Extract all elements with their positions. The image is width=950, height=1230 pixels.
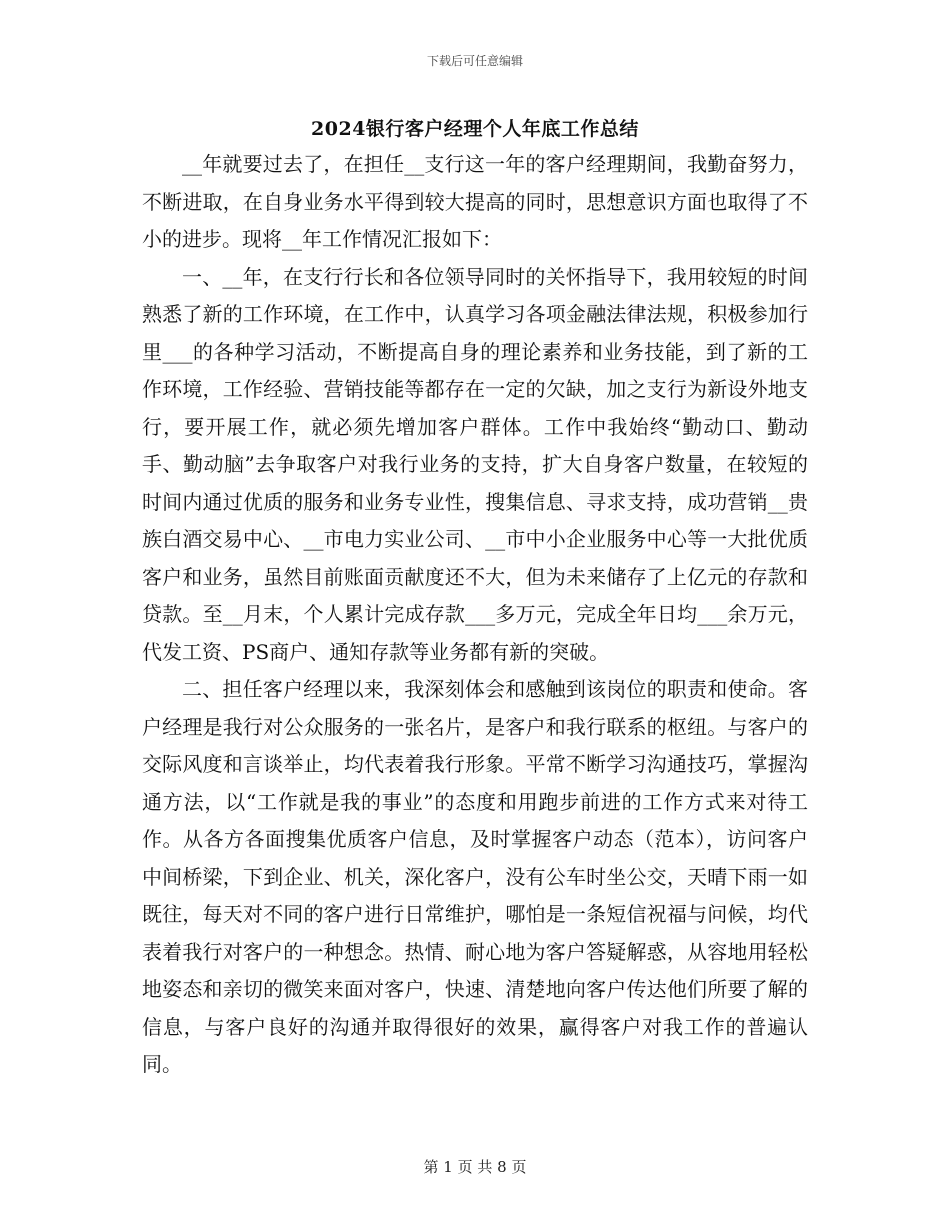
- document-body: [142, 146, 808, 1084]
- page-number: 第 1 页 共 8 页: [423, 1158, 527, 1176]
- header-note: 下载后可任意编辑: [426, 54, 523, 68]
- paragraph-intro: __年就要过去了，在担任__支行这一年的客户经理期间，我勤奋努力，不断进取，在自身业务水平得到较大提高的同时，思想意识方面也取得了不小的进步。现将__年工作情况汇报如下：: [142, 152, 808, 251]
- paragraph-section-one: 一、__年，在支行行长和各位领导同时的关怀指导下，我用较短的时间熟悉了新的工作环境，在工作中，认真学习各项金融法律法规，积极参加行里___的各种学习活动，不断提高自身的理论素养和业务技能，到了新的工作环境，工作经验、营销技能等都存在一定的欠缺，加之支行为新设外地支行，要开展工作，就必须先增加客户群体。工作中我始终“勤动口、勤动手、勤动脑”去争取客户对我行业务的支持，扩大自身客户数量，在较短的时间内通过优质的服务和业务专业性，搜集信息、寻求支持，成功营销__贵族白酒交易中心、__市电力实业公司、__市中小企业服务中心等一大批优质客户和业务，虽然目前账面贡献度还不大，但为未来储存了上亿元的存款和贷款。至__月末，个人累计完成存款___多万元，完成全年日均___余万元，代发工资、PS商户、通知存款等业务都有新的突破。: [142, 264, 808, 664]
- paragraph-section-two: 二、担任客户经理以来，我深刻体会和感触到该岗位的职责和使命。客户经理是我行对公众服务的一张名片，是客户和我行联系的枢纽。与客户的交际风度和言谈举止，均代表着我行形象。平常不断学习沟通技巧，掌握沟通方法，以“工作就是我的事业”的态度和用跑步前进的工作方式来对待工作。从各方各面搜集优质客户信息，及时掌握客户动态（范本），访问客户中间桥梁，下到企业、机关，深化客户，没有公车时坐公交，天晴下雨一如既往，每天对不同的客户进行日常维护，哪怕是一条短信祝福与问候，均代表着我行对客户的一种想念。热情、耐心地为客户答疑解惑，从容地用轻松地姿态和亲切的微笑来面对客户，快速、清楚地向客户传达他们所要了解的信息，与客户良好的沟通并取得很好的效果，赢得客户对我工作的普遍认同。: [142, 677, 808, 1076]
- document-title: 2024银行客户经理个人年底工作总结: [311, 118, 639, 140]
